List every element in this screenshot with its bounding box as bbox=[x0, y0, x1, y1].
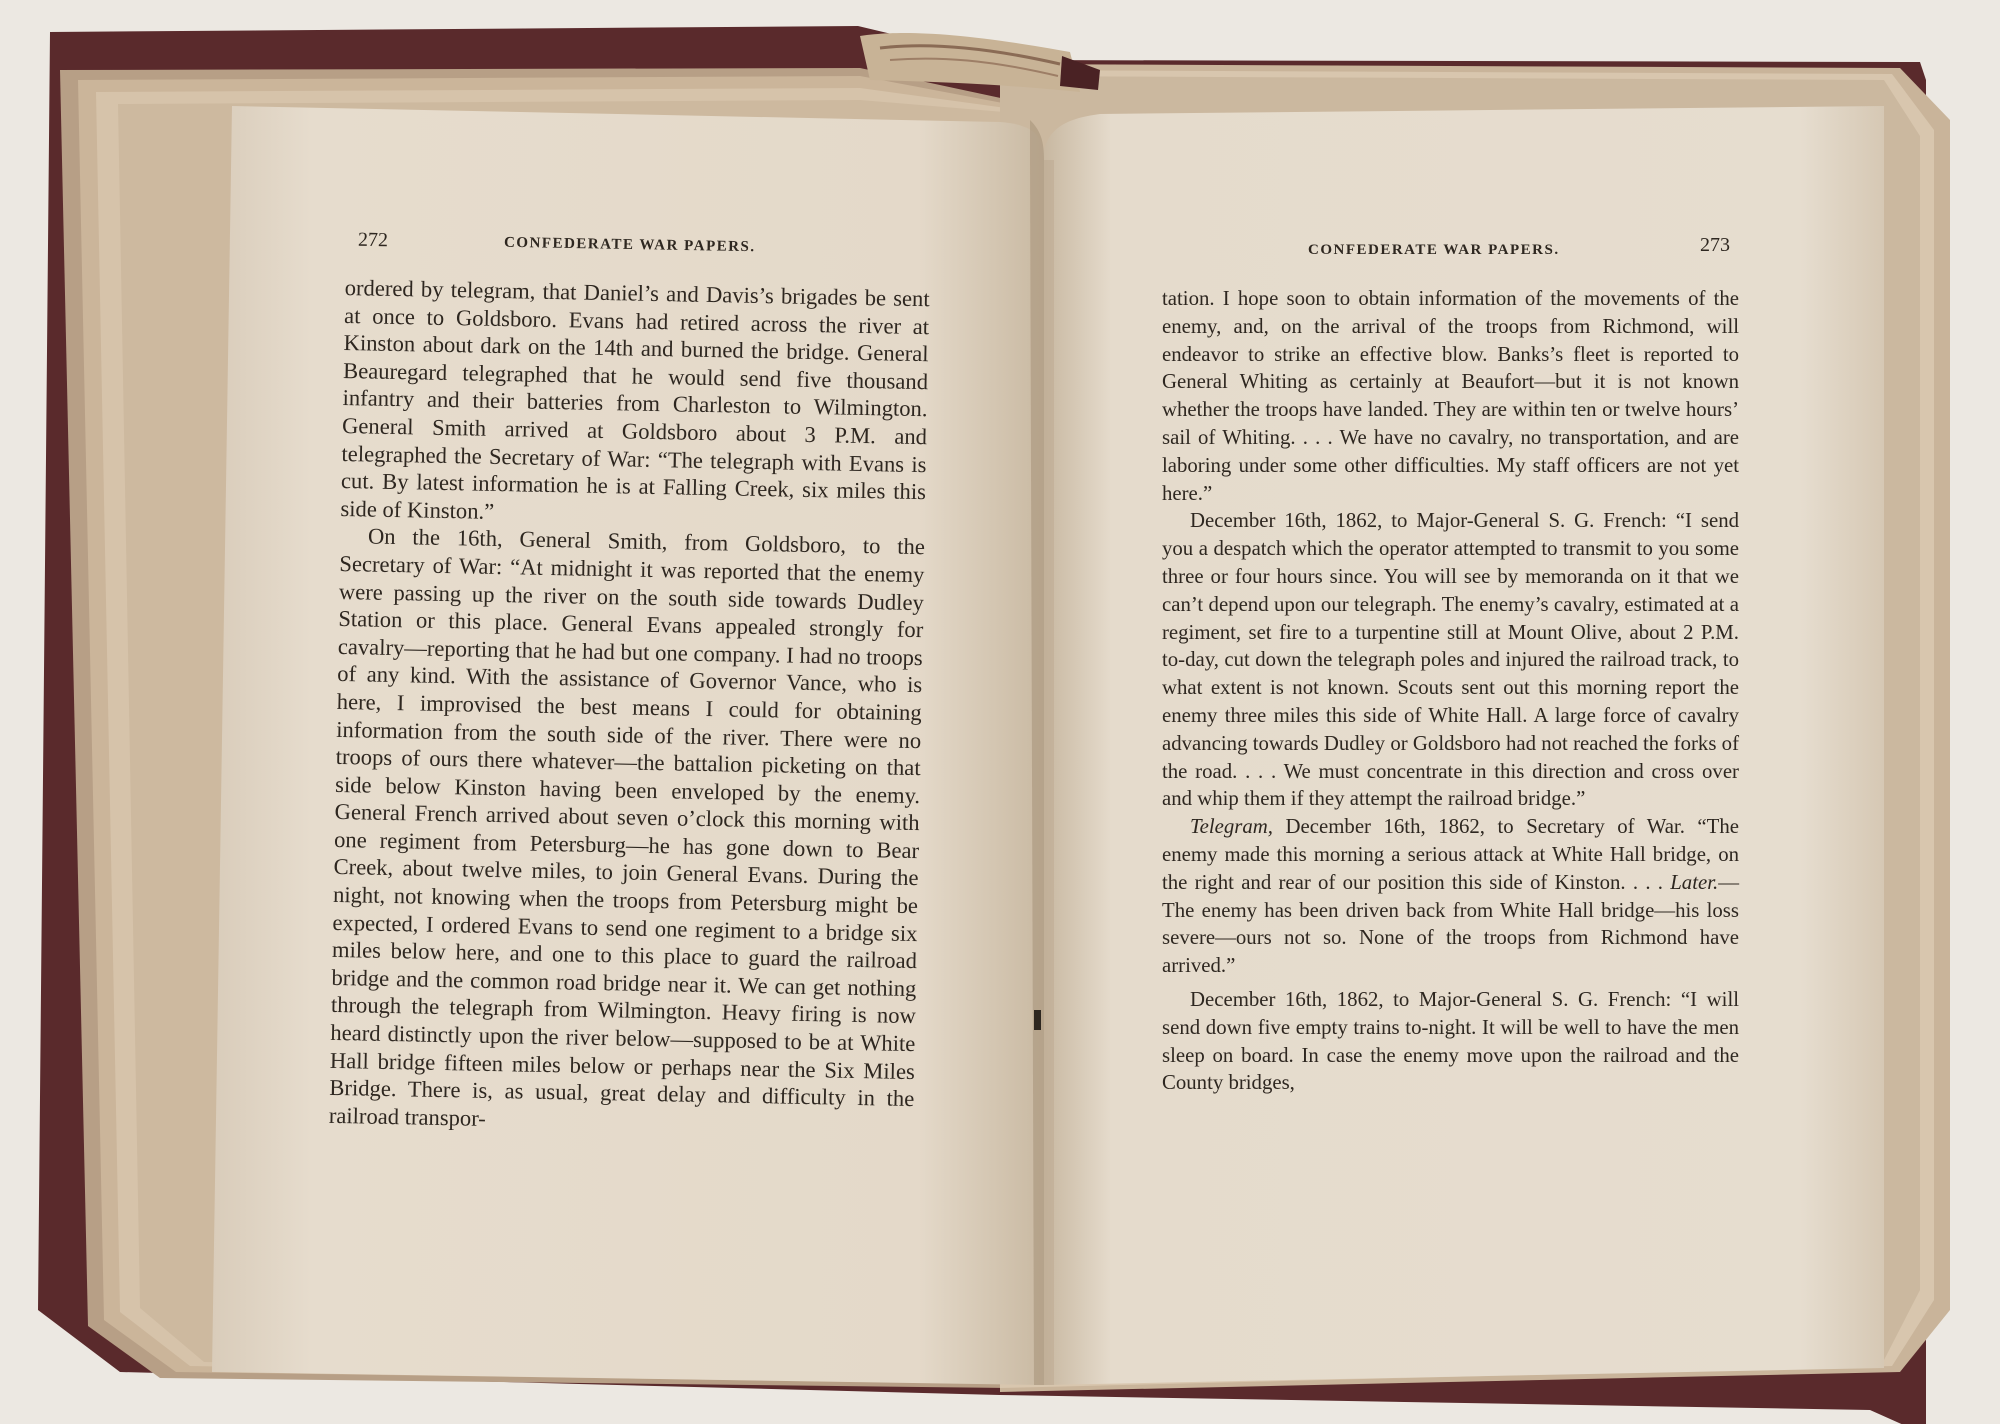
right-paragraph-2: December 16th, 1862, to Major-General S. G. French: “I send you a despatch which the operator attempted to transmit to you some three or four hours since. You will see by memoranda on it that we can’t depend upon our telegraph. The enemy’s cavalry, estimated at a regiment, set fire to a turpentine still at Mount Olive, about 2 P.M. to-day, cut down the telegraph poles and injured the railroad track, to what extent is not known. Scouts sent out this morning report the enemy three miles this side of White Hall. A large force of cavalry advancing towards Dudley or Goldsboro had not reached the forks of the road. . . . We must concentrate in this direction and cross over and whip them if they attempt the railroad bridge.” bbox=[1162, 509, 1739, 811]
right-paragraph-last: December 16th, 1862, to Major-General S. G. French: “I will send down five empty trains to-night. It will be well to have the men sleep on board. In case the enemy move upon the railroad and the County bridges, bbox=[1162, 987, 1739, 1095]
left-page-number: 272 bbox=[357, 228, 389, 252]
left-page-body bbox=[329, 274, 930, 1140]
right-paragraph-telegram bbox=[1162, 813, 1739, 980]
gutter-mark bbox=[1034, 1010, 1041, 1030]
right-paragraph-1: tation. I hope soon to obtain information of the movements of the enemy, and, on the arrival of the troops from Richmond, will endeavor to strike an effective blow. Banks’s fleet is reported to General Whiting as certainly at Beaufort—but it is not known whether the troops have landed. They are within ten or twelve hours’ sail of Whiting. . . . We have no cavalry, no transportation, and are laboring under some other difficulties. My staff officers are not yet here.” bbox=[1162, 287, 1739, 505]
later-label: Later. bbox=[1670, 870, 1719, 894]
right-page-body bbox=[1162, 285, 1739, 1097]
right-running-head: CONFEDERATE WAR PAPERS. bbox=[1308, 242, 1560, 258]
right-page-number: 273 bbox=[1700, 234, 1730, 256]
left-paragraph-1: ordered by telegram, that Daniel’s and Davis’s brigades be sent at once to Goldsboro. Evans had retired across the river at Kinston about dark on the 14th and burned the bridge. General Beauregard telegraphed that he would send five thousand infantry and their batteries from Charleston to Wilmington. General Smith arrived at Goldsboro about 3 P.M. and telegraphed the Secretary of War: “The telegraph with Evans is cut. By latest information he is at Falling Creek, six miles this side of Kinston.” bbox=[340, 274, 930, 524]
telegram-label: Telegram, bbox=[1190, 815, 1274, 839]
left-running-head: CONFEDERATE WAR PAPERS. bbox=[503, 234, 756, 256]
telegram-text: December 16th, 1862, to Secretary of War. “The enemy made this morning a serious attack at White Hall bridge, on the right and rear of our position this side of Kinston. . . . bbox=[1162, 815, 1739, 894]
later-text: —The enemy has been driven back from White Hall bridge—his loss severe—ours not so. None of the troops from Richmond have arrived.” bbox=[1162, 870, 1739, 978]
left-paragraph-2: On the 16th, General Smith, from Goldsboro, to the Secretary of War: “At midnight it was reported that the enemy were passing up the river on the south side towards Dudley Station or this place. General Evans appealed strongly for cavalry—reporting that he had but one company. I had no troops of any kind. With the assistance of Governor Vance, who is here, I improvised the best means I could for obtaining information from the south side of the river. There were no troops of ours there whatever—the battalion picketing on that side below Kinston having been enveloped by the enemy. General French arrived about seven o’clock this morning with one regiment from Petersburg—he has gone down to Bear Creek, about twelve miles, to join General Evans. During the night, not knowing when the troops from Petersburg might be expected, I ordered Evans to send one regiment to a bridge six miles below here, and one to this place to guard the railroad bridge and the common road bridge near it. We can get nothing through the telegraph from Wilmington. Heavy firing is now heard distinctly upon the river below—supposed to be at White Hall bridge fifteen miles below or perhaps near the Six Miles Bridge. There is, as usual, great delay and difficulty in the railroad transpor- bbox=[328, 523, 926, 1131]
